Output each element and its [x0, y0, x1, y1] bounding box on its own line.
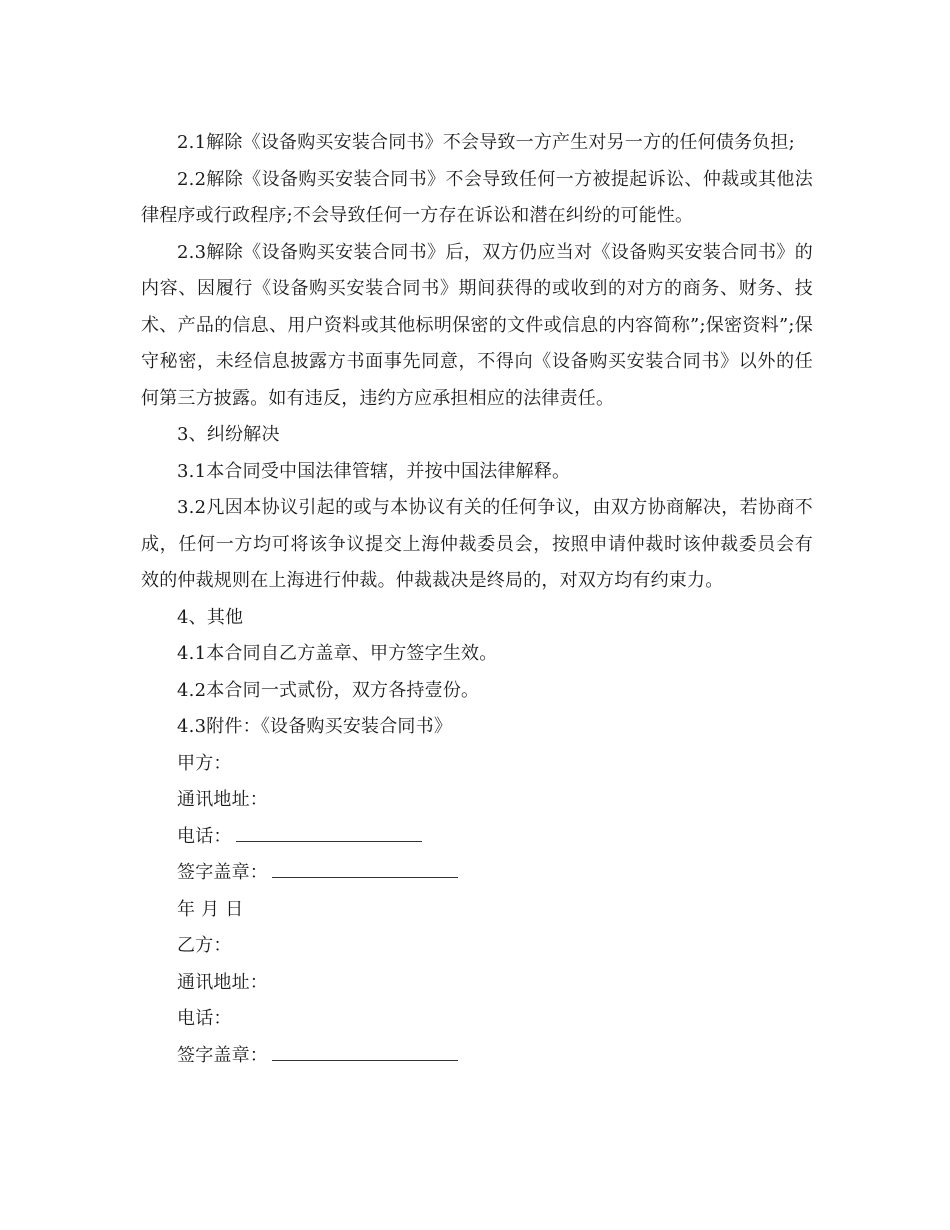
- party-a-sign-blank: [272, 859, 458, 878]
- party-a-label-text: 甲方：: [177, 752, 232, 774]
- party-a-date-text: 年 月 日: [177, 898, 244, 920]
- party-a-address: [141, 782, 813, 819]
- party-a-phone-label: 电话：: [177, 825, 232, 847]
- party-b-label-text: 乙方：: [177, 935, 232, 956]
- party-b-phone: [141, 1001, 813, 1038]
- clause-2-3: 2.3解除《设备购买安装合同书》后，双方仍应当对《设备购买安装合同书》的内容、因履行《设备购买安装合同书》期间获得的或收到的对方的商务、财务、技术、产品的信息、用户资料或其他标明保密的文件或信息的内容简称”;保密资料”;保守秘密，未经信息披露方书面事先同意，不得向《设备购买安装合同书》以外的任何第三方披露。如有违反，违约方应承担相应的法律责任。: [141, 241, 813, 409]
- clause-2-1: 2.1解除《设备购买安装合同书》不会导致一方产生对另一方的任何债务负担;: [177, 132, 795, 153]
- section-4-heading: 4、其他: [177, 606, 244, 628]
- party-b-sign: [141, 1038, 813, 1075]
- section-3-heading: 3、纠纷解决: [177, 424, 280, 445]
- clause-2-2: 2.2解除《设备购买安装合同书》不会导致任何一方被提起诉讼、仲裁或其他法律程序或行政程序;不会导致任何一方存在诉讼和潜在纠纷的可能性。: [141, 168, 813, 226]
- party-b-phone-label: 电话：: [177, 1008, 232, 1029]
- clause-4-2: 4.2本合同一式贰份，双方各持壹份。: [177, 679, 480, 701]
- clause-3-1: 3.1本合同受中国法律管辖，并按中国法律解释。: [177, 460, 571, 482]
- party-a-sign-label: 签字盖章：: [177, 862, 268, 883]
- party-b-address-label: 通讯地址：: [177, 971, 268, 993]
- party-a-date: [141, 892, 813, 929]
- party-a-phone: [141, 819, 813, 856]
- party-b-label: [141, 928, 813, 965]
- party-b-address: [141, 965, 813, 1002]
- document-body: [141, 125, 813, 1074]
- clause-4-3: 4.3附件：《设备购买安装合同书》: [177, 716, 453, 737]
- clause-3-2: 3.2凡因本协议引起的或与本协议有关的任何争议，由双方协商解决，若协商不成，任何一方均可将该争议提交上海仲裁委员会，按照申请仲裁时该仲裁委员会有效的仲裁规则在上海进行仲裁。仲裁裁决是终局的，对双方均有约束力。: [141, 497, 813, 591]
- clause-4-1: 4.1本合同自乙方盖章、甲方签字生效。: [177, 643, 498, 664]
- party-a-sign: [141, 855, 813, 892]
- party-b-sign-label: 签字盖章：: [177, 1044, 268, 1066]
- party-a-address-label: 通讯地址：: [177, 789, 268, 810]
- party-a-label: [141, 746, 813, 783]
- party-b-sign-blank: [272, 1042, 458, 1061]
- party-a-phone-blank: [236, 823, 422, 842]
